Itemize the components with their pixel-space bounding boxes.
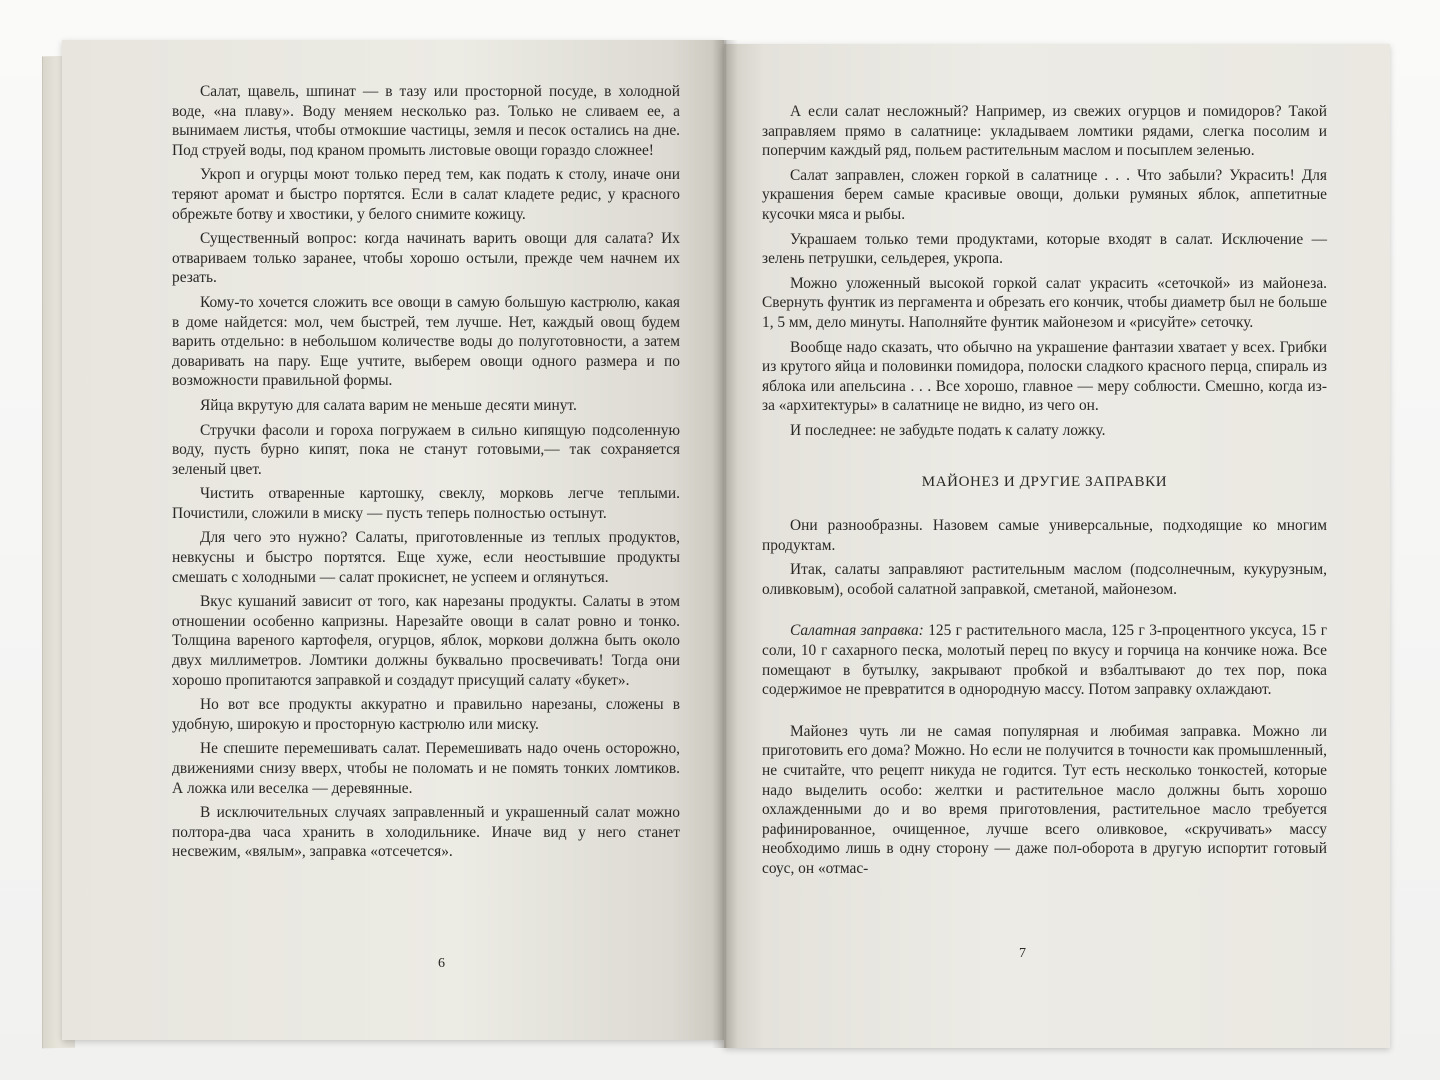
page-number-right: 7 <box>1019 946 1026 961</box>
paragraph: Чистить отваренные картошку, свеклу, морковь легче теплыми. Почистили, сложили в миску — пусть теперь полностью остынут. <box>172 485 680 522</box>
paragraph: Можно уложенный высокой горкой салат украсить «сеточкой» из майонеза. Свернуть фунтик из пергамента и обрезать его кончик, чтобы диаметр был не больше 1, 5 мм, дело минуты. Наполняйте фунтик майонезом и «рисуйте» сеточку. <box>762 274 1327 331</box>
paragraph: Но вот все продукты аккуратно и правильно нарезаны, сложены в удобную, широкую и просторную кастрюлю или миску. <box>172 696 680 733</box>
recipe-paragraph <box>762 621 1327 699</box>
right-page-text <box>762 102 1327 884</box>
paragraph: Вкус кушаний зависит от того, как нарезаны продукты. Салаты в этом отношении особенно капризны. Нарезайте овощи в салат ровно и тонко. Толщина вареного картофеля, огурцов, яблок, моркови должна быть около двух миллиметров. Ломтики должны буквально просвечивать! Тогда они хорошо пропитаются заправкой и создадут присущий салату «букет». <box>172 593 680 689</box>
paragraph: В исключительных случаях заправленный и украшенный салат можно полтора-два часа хранить в холодильнике. Иначе вид у него станет несвежим, «вялым», заправка «отсечется». <box>172 804 680 861</box>
paragraph: Не спешите перемешивать салат. Перемешивать надо очень осторожно, движениями снизу вверх, чтобы не поломать и не помять тонких ломтиков. А ложка или веселка — деревянные. <box>172 740 680 797</box>
paragraph: Они разнообразны. Назовем самые универсальные, подходящие ко многим продуктам. <box>762 517 1327 554</box>
left-page <box>62 40 724 1040</box>
recipe-text: 125 г растительного масла, 125 г 3-процентного уксуса, 15 г соли, 10 г сахарного песка, молотый перец по вкусу и горчица на кончике ножа. Все помещают в бутылку, закрывают пробкой и взбалтывают до тех пор, пока содержимое не превратится в однородную массу. Потом заправку охлаждают. <box>762 622 1328 699</box>
book-gutter <box>712 40 738 1048</box>
paragraph: Вообще надо сказать, что обычно на украшение фантазии хватает у всех. Грибки из крутого яйца и половинки помидора, полоски сладкого красного перца, спираль из яблока или апельсина . . . Все хорошо, главное — меру соблюсти. Смешно, когда из-за «архитектуры» в салатнице не видно, из чего он. <box>762 338 1327 415</box>
section-heading: МАЙОНЕЗ И ДРУГИЕ ЗАПРАВКИ <box>921 473 1168 490</box>
paragraph: Для чего это нужно? Салаты, приготовленные из теплых продуктов, невкусны и быстро портятся. Еще хуже, если неостывшие продукты смешать с холодными — салат прокиснет, не успеем и оглянуться. <box>172 529 680 586</box>
right-page <box>724 44 1390 1048</box>
paragraph: Кому-то хочется сложить все овощи в самую большую кастрюлю, какая в доме найдется: мол, чем быстрей, тем лучше. Нет, каждый овощ будем варить отдельно: в небольшом количестве воды до полуготовности, а затем доваривать на пару. Еще учтите, выберем овощи одного размера и по возможности правильной формы. <box>172 293 680 390</box>
paragraph: Украшаем только теми продуктами, которые входят в салат. Исключение — зелень петрушки, сельдерея, укропа. <box>762 230 1327 268</box>
left-page-text <box>172 82 680 867</box>
page-number-left: 6 <box>438 956 445 971</box>
paragraph: И последнее: не забудьте подать к салату ложку. <box>790 421 1106 439</box>
paragraph: Укроп и огурцы моют только перед тем, как подать к столу, иначе они теряют аромат и быстро портятся. Если в салат кладете редис, у красного обрежьте ботву и хвостики, у белого снимите кожицу. <box>172 166 680 223</box>
paragraph: А если салат несложный? Например, из свежих огурцов и помидоров? Такой заправляем прямо в салатнице: укладываем ломтики рядами, слегка посолим и поперчим каждый ряд, польем растительным маслом и посыплем зеленью. <box>762 103 1327 160</box>
paragraph: Салат заправлен, сложен горкой в салатнице . . . Что забыли? Украсить! Для украшения берем самые красивые овощи, дольки румяных яблок, аппетитные кусочки мяса и рыбы. <box>762 166 1327 223</box>
paragraph: Майонез чуть ли не самая популярная и любимая заправка. Можно ли приготовить его дома? Можно. Но если не получится в точности как промышленный, не считайте, что рецепт никуда не годится. Тут есть несколько тонкостей, которые надо выделить особо: желтки и растительное масло должны быть хорошо охлажденными до и во время приготовления, растительное масло требуется рафинированное, очищенное, лучше всего оливковое, «скручивать» массу необходимо лишь в одну сторону — даже пол-оборота в другую испортит готовый соус, он «отмас- <box>762 722 1327 877</box>
paragraph: Итак, салаты заправляют растительным маслом (подсолнечным, кукурузным, оливковым), особой салатной заправкой, сметаной, майонезом. <box>762 561 1327 598</box>
paragraph: Существенный вопрос: когда начинать варить овощи для салата? Их отвариваем только заранее, чтобы хорошо остыли, прежде чем начнем их резать. <box>172 230 680 287</box>
paragraph: Стручки фасоли и гороха погружаем в сильно кипящую подсоленную воду, пусть бурно кипят, пока не станут готовыми,— так сохраняется зеленый цвет. <box>172 421 680 478</box>
paragraph: Яйца вкрутую для салата варим не меньше десяти минут. <box>200 396 577 414</box>
recipe-label: Салатная заправка: <box>790 622 924 640</box>
paragraph: Салат, щавель, шпинат — в тазу или просторной посуде, в холодной воде, «на плаву». Воду меняем несколько раз. Только не сливаем ее, а вынимаем листья, чтобы отмокшие частицы, земля и песок остались на дне. Под струей воды, под краном промыть листовые овощи гораздо сложнее! <box>172 83 680 159</box>
